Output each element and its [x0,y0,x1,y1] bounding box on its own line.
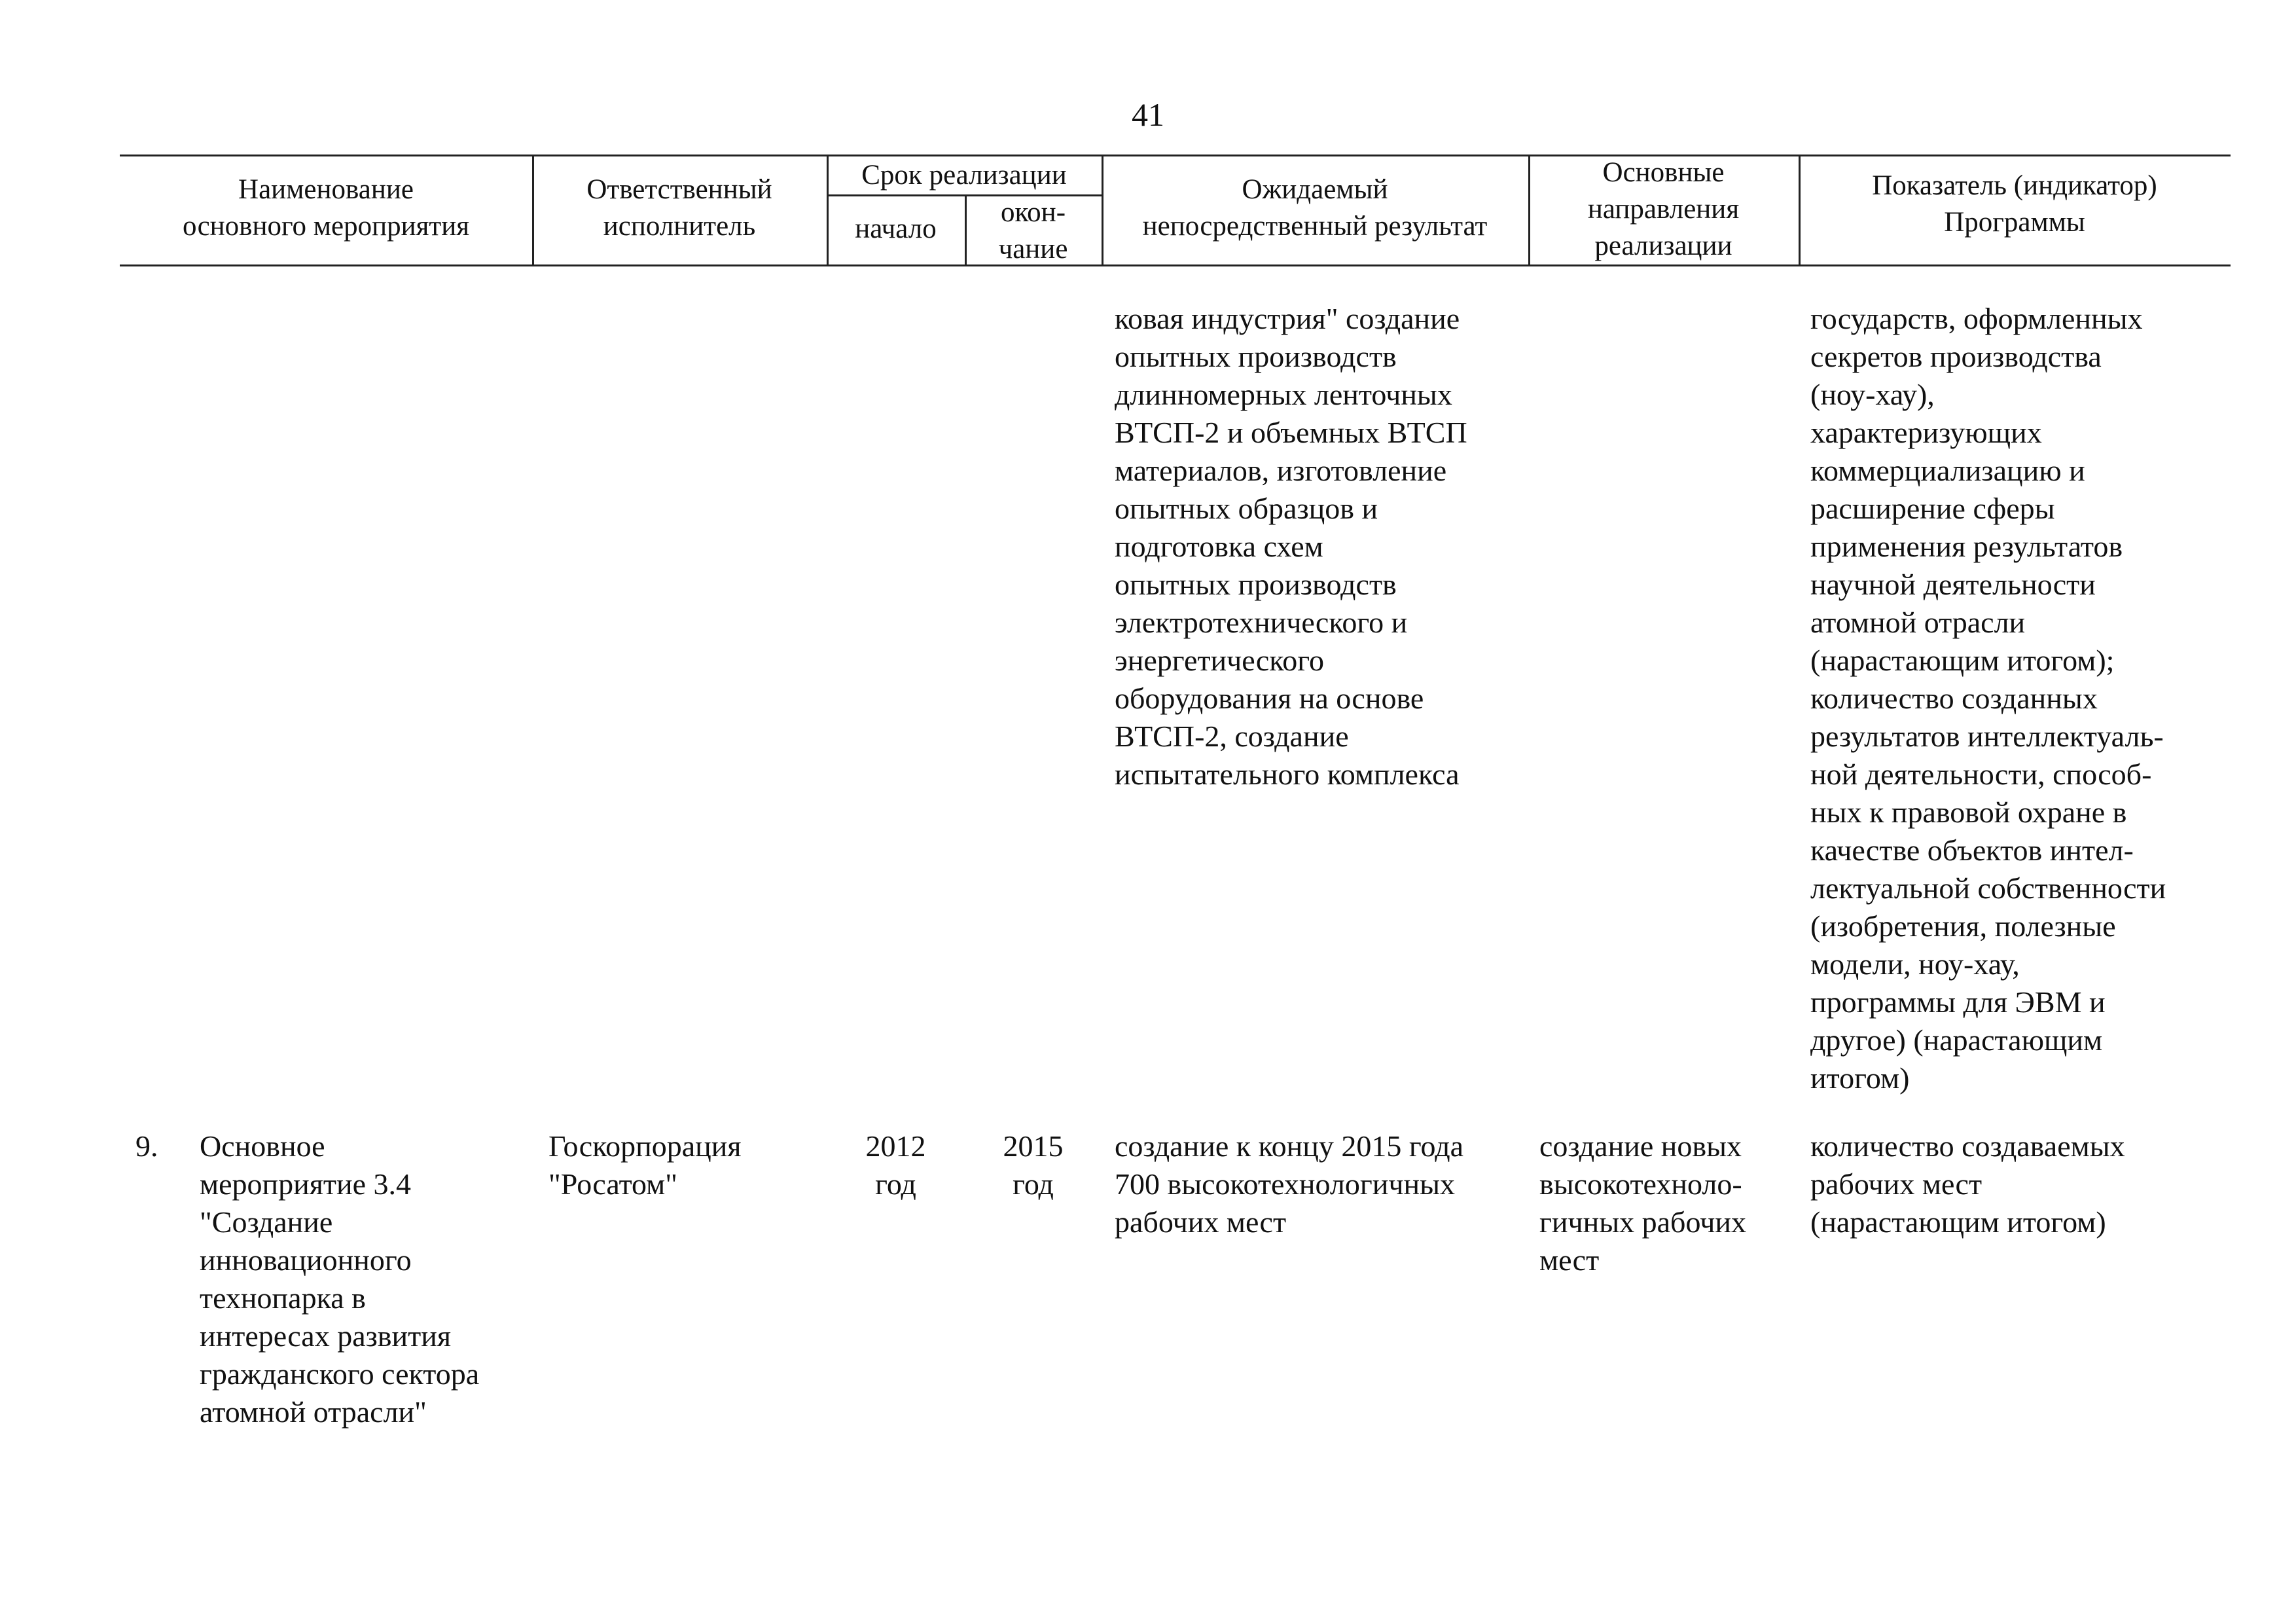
row-9-name: Основное мероприятие 3.4 "Создание инновационного технопарка в интересах развития гражданского сектора атомной отрасли" [200,1129,480,1429]
row-9-start: 2012 год [865,1129,926,1201]
row-9-end: 2015 год [1003,1129,1064,1201]
header-period: Срок реализации [861,160,1067,191]
continuation-indicator: государств, оформленных секретов производства (ноу-хау), характеризующих коммерциализацию и расширение сферы применения результатов научной деятельности атомной отрасли (нарастающим итогом); количество созданных результатов интеллектуаль- ной деятельности, способ- ных к правовой охране в качестве объектов интел- лектуальной собственности (изобретения, полезные модели, ноу-хау, программы для ЭВМ и другое) (нарастающим итогом) [1810,302,2166,1095]
header-indicator: Показатель (индикатор) Программы [1872,170,2157,238]
header-name: Наименование основного мероприятия [183,174,469,242]
header-directions: Основные направления реализации [1587,157,1740,261]
header-end: окон- чание [998,197,1068,264]
row-9-result: создание к концу 2015 года 700 высокотехнологичных рабочих мест [1115,1129,1464,1239]
header-top-rule [120,155,2231,156]
row-9-number: 9. [135,1129,158,1163]
row-9-indicator: количество создаваемых рабочих мест (нарастающим итогом) [1810,1129,2125,1239]
header-bottom-rule [120,264,2231,266]
header-result: Ожидаемый непосредственный результат [1142,174,1488,242]
row-9-executor: Госкорпорация "Росатом" [548,1129,742,1201]
header-executor: Ответственный исполнитель [586,174,772,242]
header-start: начало [855,213,937,244]
page-number: 41 [1132,96,1164,133]
row-9-directions: создание новых высокотехноло- гичных рабочих мест [1539,1129,1747,1277]
continuation-result: ковая индустрия" создание опытных производств длинномерных ленточных ВТСП-2 и объемных ВТСП материалов, изготовление опытных образцов и подготовка схем опытных производств электротехнического и энергетического оборудования на основе ВТСП-2, создание испытательного комплекса [1115,302,1467,791]
